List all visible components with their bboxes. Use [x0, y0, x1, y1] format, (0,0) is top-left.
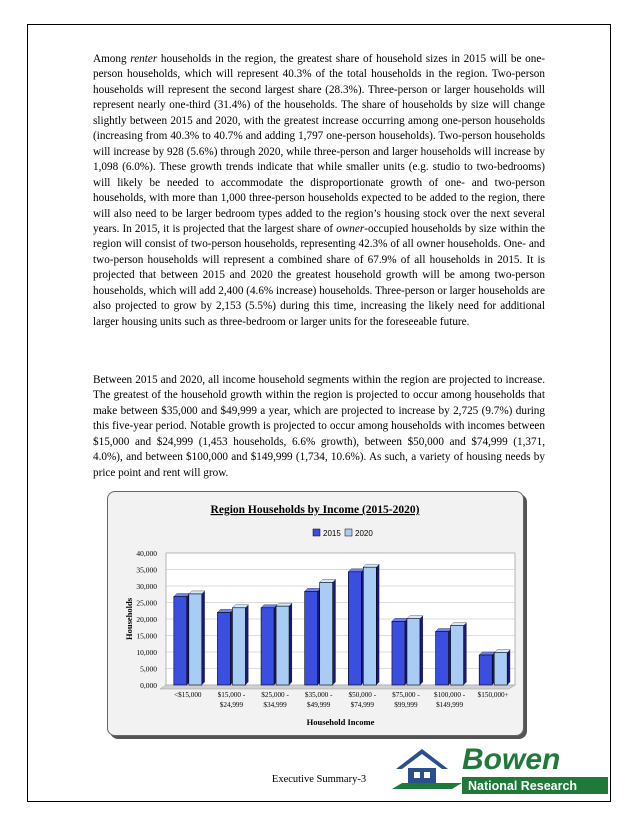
bowen-logo — [392, 739, 612, 799]
bar-side — [420, 616, 423, 685]
bar-top — [451, 623, 467, 626]
bar-top — [305, 588, 321, 591]
y-tick-label: 35,000 — [136, 565, 157, 575]
y-tick-label: 15,000 — [136, 631, 157, 641]
bar-side — [245, 605, 248, 685]
legend-swatch-2015 — [313, 529, 320, 536]
y-tick-label: 30,000 — [136, 582, 157, 591]
x-tick-label: $75,000 - — [392, 691, 420, 699]
y-tick-label: 5,000 — [140, 664, 157, 674]
y-axis-label: Households — [124, 597, 134, 641]
bar-top — [348, 569, 364, 572]
page-footer: Executive Summary-3 — [271, 774, 367, 785]
bar-top — [276, 603, 292, 606]
x-tick-label: $35,000 - — [304, 691, 333, 699]
x-tick-label: <$15,000 — [174, 691, 202, 699]
y-tick-label: 0,000 — [140, 681, 157, 690]
x-tick-label: $50,000 - — [348, 691, 377, 699]
x-tick-label: $25,000 - — [261, 691, 289, 699]
bar-top — [189, 591, 205, 594]
bar-2015-3 — [305, 591, 318, 685]
x-tick-label: $34,999 — [263, 701, 287, 709]
bar-2020-3 — [320, 582, 333, 685]
bar-2020-2 — [276, 606, 289, 685]
x-axis-label: Household Income — [306, 717, 375, 727]
bar-side — [333, 579, 336, 685]
x-tick-label: $24,999 — [219, 701, 244, 709]
bar-2015-7 — [479, 655, 492, 685]
bar-side — [376, 564, 379, 685]
x-tick-label: $49,999 — [307, 701, 331, 709]
bar-side — [464, 623, 467, 685]
bar-side — [289, 603, 292, 685]
paragraph1-text-b: households in the region, the greatest share of household sizes in 2015 will be one-person households, which will represent 40.3% of the total households in the region. Two-person households will represent the second largest share (28.3%). Three-person or larger households will represent nearly one-third (31.4%) of the households. The share of households by size will change slightly between 2015 and 2020, with the greatest increase occurring among one-person households (increasing from 40.3% to 40.7% and adding 1,797 one-person households). Two-person households will increase by 928 (5.6%) through 2020, while three-person and larger households will increase by 1,098 (6.0%). These growth trends indicate that while smaller units (e.g. studio to two-bedrooms) will likely be needed to accommodate the disproportionate growth of one- and two-person households, with more than 1,000 three-person households expected to be added to the region, there will also need to be larger bedroom types added to the region’s housing stock over the next several years. In 2015, it is projected that the largest share of — [93, 53, 546, 235]
bar-2015-2 — [261, 608, 274, 685]
legend-swatch-2020 — [345, 529, 352, 536]
paragraph2-text: Between 2015 and 2020, all income household segments within the region are projected to increase. The greatest of the household growth within the region is projected to occur among households that make between $35,000 and $49,999 a year, which are projected to increase by 2,725 (9.7%) during this five-year period. Notable growth is projected to occur among households with incomes between $15,000 and $24,999 (1,453 households, 6.6% growth), between $50,000 and $74,999 (1,371, 4.0%), and between $100,000 and $149,999 (1,734, 10.6%). As such, a variety of housing needs by price point and rent will grow. — [93, 374, 545, 479]
legend-label-2015: 2015 — [323, 529, 341, 538]
logo-name: Bowen — [462, 743, 561, 776]
bar-2015-6 — [436, 632, 449, 685]
bar-top — [174, 594, 190, 597]
bar-top — [363, 564, 379, 567]
y-tick-label: 40,000 — [136, 549, 157, 558]
bar-top — [232, 605, 248, 608]
bar-top — [320, 579, 336, 582]
bar-2020-1 — [232, 608, 245, 685]
bar-top — [217, 609, 233, 612]
bar-2015-0 — [174, 597, 187, 685]
bar-top — [392, 618, 408, 621]
bar-2015-5 — [392, 621, 405, 685]
bar-top — [494, 650, 510, 653]
y-tick-label: 20,000 — [136, 615, 157, 624]
y-tick-label: 25,000 — [136, 598, 157, 608]
logo-subtitle: National Research — [468, 779, 578, 793]
x-tick-label: $74,999 — [350, 701, 374, 709]
bar-top — [436, 629, 452, 632]
bar-2020-0 — [189, 594, 202, 685]
y-tick-label: 10,000 — [136, 648, 157, 657]
bar-side — [507, 650, 510, 685]
bar-top — [407, 616, 423, 619]
x-tick-label: $15,000 - — [217, 691, 246, 699]
bar-2020-6 — [451, 626, 464, 685]
bar-2020-5 — [407, 619, 420, 685]
income-chart-frame — [107, 491, 524, 736]
plot-floor — [160, 685, 515, 689]
renter-emphasis: renter — [130, 53, 158, 65]
x-tick-label: $100,000 - — [433, 691, 466, 699]
paragraph1-text-c: -occupied households by size within the region will consist of two-person households, representing 42.3% of all owner households. One- and two-person households will represent a combined share of 67.9% of all households in 2015. It is projected that between 2015 and 2020 the greatest household growth will be among two-person households, which will add 2,400 (4.6% increase) households. Three-person or larger households are also projected to grow by 2,153 (5.5%) during this time, increasing the likely need for additional larger housing units such as three-bedroom or larger units for the foreseeable future. — [93, 222, 545, 328]
bar-side — [202, 591, 205, 685]
bar-top — [261, 605, 277, 608]
bar-2020-7 — [494, 653, 507, 685]
bar-2020-4 — [363, 567, 376, 685]
house-icon — [392, 749, 462, 789]
bar-2015-4 — [348, 572, 361, 685]
paragraph-renter-owner-households — [93, 52, 545, 330]
x-tick-label: $99,999 — [394, 701, 418, 709]
bar-top — [479, 652, 495, 655]
paragraph1-text-a: Among — [93, 53, 131, 65]
income-bar-chart — [108, 492, 523, 735]
owner-emphasis: owner — [336, 222, 365, 235]
paragraph-income-growth — [93, 373, 545, 481]
bar-2015-1 — [217, 612, 230, 685]
chart-title: Region Households by Income (2015-2020) — [210, 504, 420, 516]
legend-label-2020: 2020 — [355, 529, 373, 538]
x-tick-label: $150,000+ — [477, 691, 509, 699]
x-tick-label: $149,999 — [436, 701, 464, 709]
